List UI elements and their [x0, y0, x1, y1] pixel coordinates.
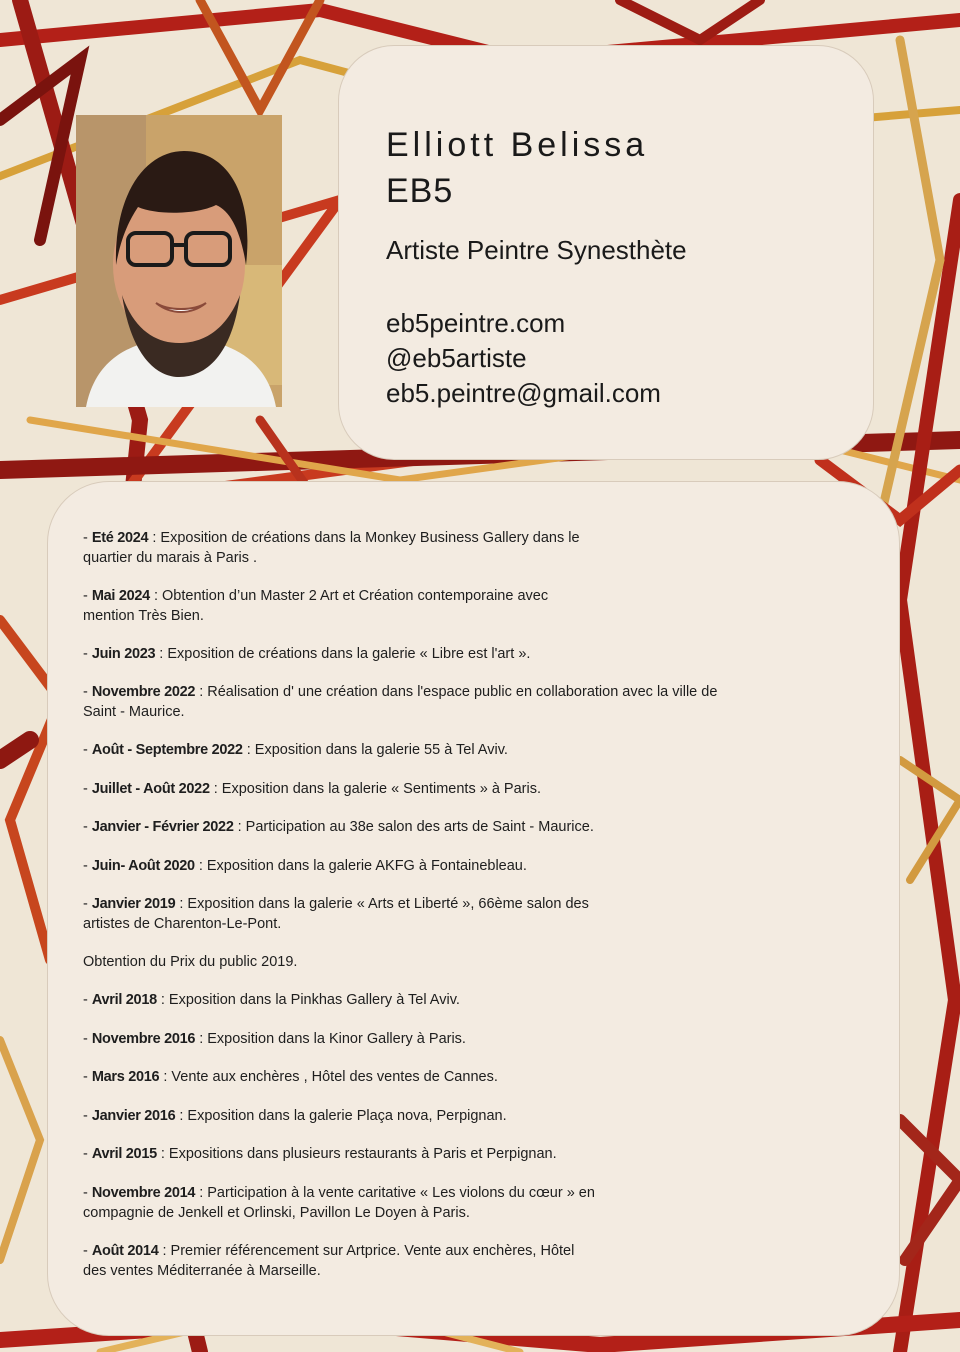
website-link[interactable]: eb5peintre.com — [386, 308, 566, 338]
artist-photo — [76, 115, 282, 407]
artist-role: Artiste Peintre Synesthète — [386, 235, 687, 265]
timeline-entry: - Janvier - Février 2022 : Participation au 38e salon des arts de Saint - Maurice. — [83, 819, 594, 835]
timeline-entry: - Juillet - Août 2022 : Exposition dans la galerie « Sentiments » à Paris. — [83, 781, 541, 797]
timeline-entry: - Janvier 2019 : Exposition dans la galerie « Arts et Liberté », 66ème salon des artistes de Charenton-Le-Pont. — [83, 896, 589, 932]
entry-date: Juillet - Août 2022 — [91, 781, 210, 797]
entry-date: Avril 2015 — [91, 1146, 157, 1162]
timeline-entry: - Novembre 2014 : Participation à la vente caritative « Les violons du cœur » en compagnie de Jenkell et Orlinski, Pavillon Le Doyen à Paris. — [83, 1185, 595, 1221]
timeline-entry: - Mars 2016 : Vente aux enchères , Hôtel des ventes de Cannes. — [83, 1069, 498, 1085]
timeline-entry: - Avril 2015 : Expositions dans plusieurs restaurants à Paris et Perpignan. — [83, 1146, 557, 1162]
timeline-entry: - Janvier 2016 : Exposition dans la galerie Plaça nova, Perpignan. — [83, 1108, 507, 1124]
entry-date: Novembre 2022 — [91, 684, 196, 700]
entry-date: Juin- Août 2020 — [91, 858, 195, 874]
timeline-entry: - Août - Septembre 2022 : Exposition dans la galerie 55 à Tel Aviv. — [83, 742, 508, 758]
timeline-entry: - Août 2014 : Premier référencement sur Artprice. Vente aux enchères, Hôtel des ventes Méditerranée à Marseille. — [83, 1243, 575, 1279]
entry-date: Janvier 2019 — [91, 896, 176, 912]
artist-signature: EB5 — [386, 172, 454, 210]
entry-date: Mars 2016 — [91, 1069, 160, 1085]
contact-list — [386, 306, 661, 411]
entry-date: Novembre 2016 — [91, 1031, 196, 1047]
timeline-entry: - Mai 2024 : Obtention d’un Master 2 Art et Création contemporaine avec mention Très Bien. — [83, 588, 549, 624]
timeline-card — [47, 481, 900, 1336]
timeline-entry: - Eté 2024 : Exposition de créations dans la Monkey Business Gallery dans le quartier du marais à Paris . — [83, 530, 580, 566]
artist-name: Elliott Belissa — [386, 126, 649, 164]
instagram-handle[interactable]: @eb5artiste — [386, 343, 527, 373]
timeline-entry: - Novembre 2022 : Réalisation d' une création dans l'espace public en collaboration avec la ville de Saint - Maurice. — [83, 684, 718, 720]
timeline-entry: Obtention du Prix du public 2019. — [83, 954, 298, 970]
entry-date: Eté 2024 — [91, 530, 149, 546]
timeline-entry: - Juin 2023 : Exposition de créations dans la galerie « Libre est l'art ». — [83, 646, 531, 662]
header-card — [338, 45, 874, 460]
timeline-entry: - Novembre 2016 : Exposition dans la Kinor Gallery à Paris. — [83, 1031, 466, 1047]
timeline-entry: - Juin- Août 2020 : Exposition dans la galerie AKFG à Fontainebleau. — [83, 858, 527, 874]
timeline-entry: - Avril 2018 : Exposition dans la Pinkhas Gallery à Tel Aviv. — [83, 992, 460, 1008]
entry-date: Avril 2018 — [91, 992, 157, 1008]
entry-date: Juin 2023 — [91, 646, 156, 662]
entry-date: Novembre 2014 — [91, 1185, 196, 1201]
entry-date: Mai 2024 — [91, 588, 150, 604]
entry-date: Août 2014 — [91, 1243, 159, 1259]
entry-date: Août - Septembre 2022 — [91, 742, 243, 758]
entry-date: Janvier - Février 2022 — [91, 819, 234, 835]
entry-date: Janvier 2016 — [91, 1108, 176, 1124]
email-link[interactable]: eb5.peintre@gmail.com — [386, 378, 661, 408]
